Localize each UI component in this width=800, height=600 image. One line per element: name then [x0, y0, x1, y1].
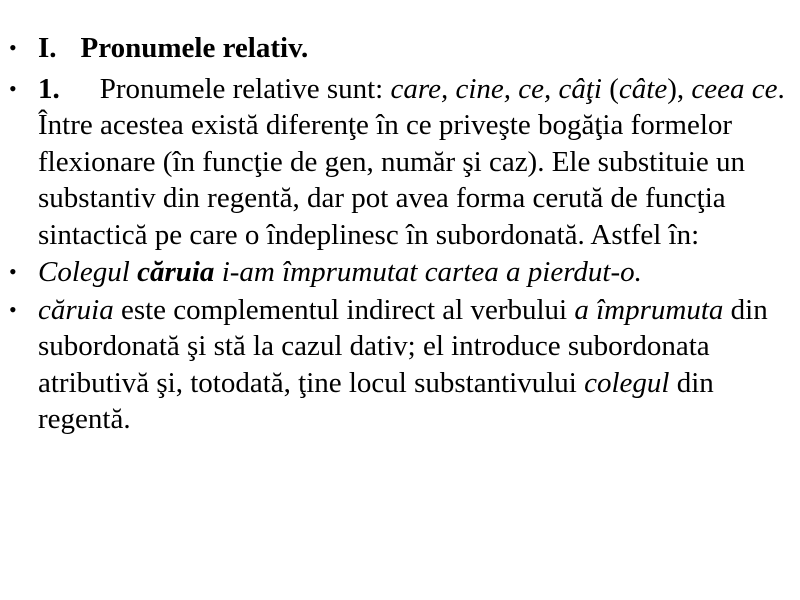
explanation-item [0, 292, 800, 438]
explanation-part3: din regentă. [38, 366, 714, 435]
pronoun-cate: câte [618, 72, 668, 105]
explanation-verb: a împrumuta [574, 293, 724, 326]
explanation-term: căruia [38, 293, 114, 326]
bullet-icon: • [9, 259, 17, 284]
paragraph-item [0, 71, 800, 254]
heading-number: I. [38, 32, 57, 64]
paragraph-intro: Pronumele relative sunt: [99, 72, 391, 105]
pronoun-ceea-ce: ceea ce [691, 72, 778, 105]
paragraph-body: . Între acestea există diferenţe în ce priveşte bogăţia formelor flexionare (în funcţie de gen, număr şi caz). Ele substituie un substantiv din regentă, dar pot avea forma cerută de funcţia sintactică pe care o îndeplinesc în subordonată. Astfel în: [38, 72, 785, 251]
bullet-list [0, 30, 800, 439]
example-item [0, 254, 800, 291]
pronoun-list: care, cine, ce, câţi [390, 72, 602, 105]
heading-item [0, 30, 800, 67]
heading-title: Pronumele relativ. [80, 32, 309, 64]
example-before: Colegul [38, 256, 138, 288]
bullet-icon: • [9, 35, 17, 60]
paragraph-number: 1. [38, 72, 60, 105]
open-paren: ( [601, 72, 619, 105]
bullet-icon: • [9, 75, 17, 101]
bullet-icon: • [9, 296, 17, 322]
example-after: i-am împrumutat cartea a pierdut-o. [214, 256, 642, 288]
explanation-part2: din subordonată şi stă la cazul dativ; el introduce subordonata atributivă şi, totodată, ţine locul substantivului [38, 293, 768, 399]
explanation-noun: colegul [584, 366, 670, 399]
close-paren: ), [667, 72, 692, 105]
explanation-part1: este complementul indirect al verbului [113, 293, 575, 326]
example-highlight: căruia [137, 256, 215, 288]
